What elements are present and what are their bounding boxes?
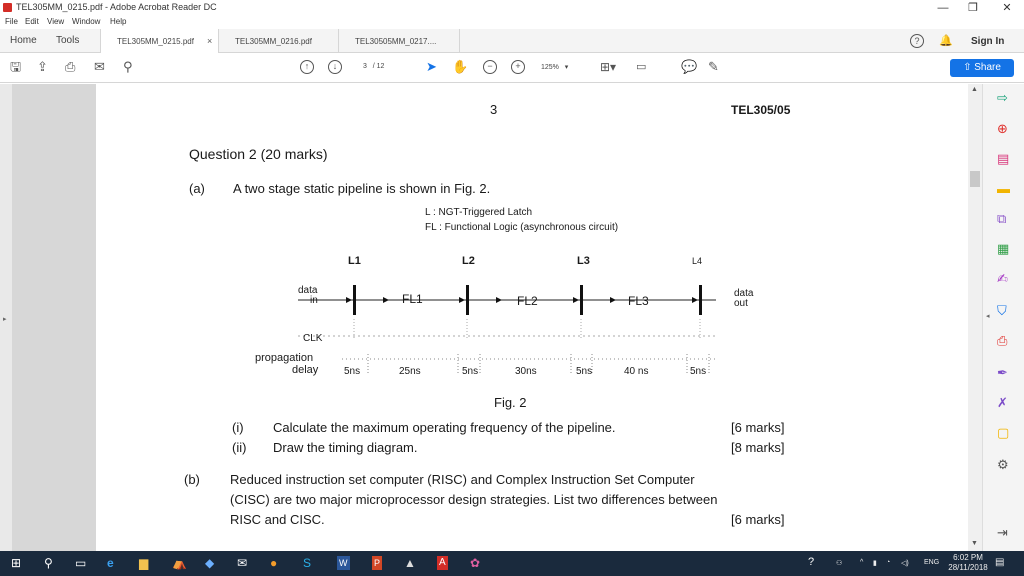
file-explorer-icon[interactable]: ▆ — [139, 556, 149, 570]
part-b-marks: [6 marks] — [731, 512, 785, 527]
sub-i-text: Calculate the maximum operating frequency of the pipeline. — [273, 420, 616, 435]
fit-page-icon[interactable]: ⊞▾ — [600, 60, 617, 74]
mail-icon[interactable]: ✉ — [237, 556, 248, 570]
more-tools-icon[interactable]: ⚙ — [997, 457, 1009, 472]
zoom-select[interactable]: 125% ▾ — [541, 64, 569, 71]
help-icon[interactable]: ? — [910, 34, 924, 48]
latch-l1-label: L1 — [348, 255, 361, 267]
part-b-line1: Reduced instruction set computer (RISC) and Complex Instruction Set Computer — [230, 472, 695, 487]
sub-ii-marks: [8 marks] — [731, 440, 785, 455]
document-tab-0215[interactable] — [100, 29, 218, 53]
send-for-signature-icon[interactable]: ✗ — [997, 395, 1008, 410]
delay-latch1: 5ns — [344, 366, 361, 377]
acrobat-app-icon — [3, 3, 12, 12]
clk-label: CLK — [303, 333, 323, 344]
close-tab-icon[interactable]: × — [207, 36, 213, 46]
delay-label: delay — [292, 364, 319, 376]
tools-tab[interactable]: Tools — [56, 35, 80, 46]
tab-bar — [0, 29, 1024, 53]
firefox-icon[interactable]: ● — [270, 556, 278, 570]
sub-ii-text: Draw the timing diagram. — [273, 440, 418, 455]
organize-pages-icon[interactable]: ▦ — [997, 241, 1010, 256]
window-title: TEL305MM_0215.pdf - Adobe Acrobat Reader DC — [16, 2, 217, 12]
comment-icon[interactable]: 💬 — [681, 59, 698, 74]
photos-icon[interactable]: ▲ — [404, 556, 416, 570]
save-icon[interactable]: 🖫 — [10, 59, 22, 74]
wifi-icon[interactable]: ◔ — [886, 559, 891, 566]
collapse-pane-icon[interactable]: ◂ — [986, 313, 990, 320]
data-in-label-bottom: in — [310, 295, 318, 306]
latch-l2-label: L2 — [462, 255, 475, 267]
next-page-icon[interactable]: ↓ — [328, 60, 342, 74]
legend-functional-logic: FL : Functional Logic (asynchronous circuit) — [425, 222, 619, 233]
latch-l2 — [466, 285, 469, 315]
zoom-out-icon[interactable]: − — [483, 60, 497, 74]
menu-file[interactable]: File — [5, 17, 18, 26]
expand-left-panel-icon[interactable]: ▸ — [3, 316, 7, 323]
hand-tool-icon[interactable]: ✋ — [452, 59, 469, 74]
pdf-page — [96, 84, 968, 551]
highlight-pen-icon[interactable]: ✎ — [708, 59, 719, 74]
vertical-scrollbar[interactable] — [968, 84, 982, 551]
previous-page-icon[interactable]: ↑ — [300, 60, 314, 74]
people-icon[interactable]: ⚇ — [836, 560, 843, 567]
menu-edit[interactable]: Edit — [25, 17, 39, 26]
print-production-icon[interactable]: ⎙ — [997, 333, 1008, 348]
select-tool-icon[interactable]: ➤ — [426, 59, 437, 74]
delay-latch4: 5ns — [690, 366, 707, 377]
part-a-label: (a) — [189, 181, 205, 196]
latch-l1 — [353, 285, 356, 315]
page-current[interactable]: 3 — [363, 63, 367, 70]
send-track-icon[interactable]: ▢ — [997, 425, 1010, 440]
latch-l4-label: L4 — [692, 256, 703, 266]
scroll-up-icon[interactable]: ▲ — [971, 86, 978, 93]
store-icon[interactable]: ⛺ — [172, 556, 187, 570]
clock-time: 6:02 PM — [953, 553, 983, 562]
tray-expand-icon[interactable]: ^ — [860, 559, 864, 566]
part-b-label: (b) — [184, 472, 200, 487]
sub-i-marks: [6 marks] — [731, 420, 785, 435]
page-indicator[interactable] — [363, 63, 384, 70]
windows-start-icon[interactable]: ⊞ — [11, 556, 22, 570]
search-icon[interactable]: ⚲ — [44, 556, 53, 570]
figure-caption: Fig. 2 — [494, 395, 527, 410]
logic-fl3-label: FL3 — [628, 294, 649, 308]
delay-fl1: 25ns — [399, 366, 421, 377]
skype-icon[interactable]: S — [303, 556, 312, 570]
dropbox-icon[interactable]: ◆ — [205, 556, 215, 570]
course-code: TEL305/05 — [731, 103, 791, 117]
print-icon[interactable]: ⎙ — [65, 59, 76, 74]
sub-ii-label: (ii) — [232, 440, 247, 455]
share-button[interactable] — [950, 59, 1014, 77]
share-icon: ⇧ — [963, 62, 972, 73]
menu-view[interactable]: View — [47, 17, 65, 26]
scroll-down-icon[interactable]: ▼ — [971, 540, 978, 547]
clock-date: 28/11/2018 — [948, 563, 988, 572]
document-tab-0216[interactable] — [218, 29, 338, 53]
fill-sign-icon[interactable]: ✍ — [997, 271, 1008, 286]
delay-latch2: 5ns — [462, 366, 479, 377]
part-b-line2: (CISC) are two major microprocessor design strategies. List two differences between — [230, 492, 718, 507]
delay-fl2: 30ns — [515, 366, 537, 377]
latch-l3-label: L3 — [577, 255, 590, 267]
powerpoint-icon[interactable]: P — [374, 558, 381, 568]
app-taskbar-icon[interactable]: ✿ — [470, 556, 481, 570]
email-icon[interactable]: ✉ — [94, 59, 105, 74]
bell-icon[interactable]: 🔔 — [939, 35, 953, 47]
part-a-text: A two stage static pipeline is shown in Fig. 2. — [233, 181, 491, 196]
home-tab[interactable]: Home — [10, 35, 37, 46]
help-tray-icon[interactable]: ? — [808, 556, 815, 568]
part-b-line3: RISC and CISC. — [230, 512, 325, 527]
pipeline-figure — [246, 249, 726, 379]
create-pdf-icon[interactable]: ⊕ — [997, 121, 1008, 136]
scrollbar-thumb[interactable] — [970, 171, 980, 187]
page-total: / 12 — [372, 63, 385, 70]
language-indicator[interactable]: ENG — [924, 559, 940, 566]
combine-files-icon[interactable]: ⧉ — [997, 211, 1007, 226]
legend-latch: L : NGT-Triggered Latch — [425, 207, 533, 218]
edit-pdf-icon[interactable]: ▤ — [997, 151, 1010, 166]
delay-fl3: 40 ns — [624, 366, 649, 377]
menu-window[interactable]: Window — [72, 17, 101, 26]
tools-pane — [982, 84, 1024, 551]
page-number: 3 — [490, 102, 498, 117]
document-tab-label: TEL305MM_0216.pdf — [235, 37, 312, 46]
clock[interactable] — [947, 553, 989, 573]
close-window-button[interactable]: ✕ — [1002, 2, 1012, 14]
sign-in-button[interactable]: Sign In — [971, 36, 1005, 47]
title-bar — [0, 0, 1024, 16]
share-label: Share — [974, 62, 1001, 73]
expand-pane-icon[interactable]: ⇥ — [997, 525, 1008, 540]
scroll-mode-icon[interactable]: ▭ — [636, 61, 647, 73]
zoom-value: 125% — [541, 64, 559, 71]
minimize-button[interactable]: — — [937, 2, 949, 14]
document-tab-label: TEL305MM_0215.pdf — [117, 37, 194, 46]
task-view-icon[interactable]: ▭ — [75, 556, 87, 570]
word-icon[interactable]: W — [339, 558, 348, 568]
network-icon[interactable]: ▮ — [873, 560, 877, 567]
data-in-label-top: data — [298, 285, 318, 296]
latch-l4 — [699, 285, 702, 315]
comment-tool-icon[interactable]: ▬ — [997, 181, 1010, 196]
toolbar — [0, 53, 1024, 83]
acrobat-taskbar-icon[interactable]: A — [439, 557, 446, 568]
data-out-label-top: data — [734, 288, 754, 299]
data-out-label-bottom: out — [734, 298, 748, 309]
document-tab-label: TEL30505MM_0217.... — [355, 37, 437, 46]
document-tab-0217[interactable] — [338, 29, 460, 53]
question-title: Question 2 (20 marks) — [189, 146, 328, 162]
delay-latch3: 5ns — [576, 366, 593, 377]
menu-bar — [0, 16, 1024, 29]
latch-l3 — [580, 285, 583, 315]
edge-browser-icon[interactable]: e — [107, 556, 114, 570]
protect-icon[interactable]: ⛉ — [997, 303, 1007, 318]
logic-fl2-label: FL2 — [517, 294, 538, 308]
search-icon[interactable]: ⚲ — [123, 59, 133, 74]
sub-i-label: (i) — [232, 420, 244, 435]
notifications-icon[interactable]: ▤ — [995, 557, 1005, 568]
signature-icon[interactable]: ✒ — [997, 365, 1008, 380]
menu-help[interactable]: Help — [110, 17, 127, 26]
windows-taskbar — [0, 551, 1024, 576]
maximize-button[interactable]: ❐ — [968, 2, 978, 14]
volume-icon[interactable]: ◁) — [901, 560, 909, 567]
zoom-in-icon[interactable]: + — [511, 60, 525, 74]
upload-icon[interactable]: ⇪ — [37, 59, 48, 74]
logic-fl1-label: FL1 — [402, 292, 423, 306]
propagation-label: propagation — [255, 352, 314, 364]
export-pdf-icon[interactable]: ⇨ — [997, 90, 1008, 105]
left-panel-toggle[interactable] — [0, 84, 12, 551]
